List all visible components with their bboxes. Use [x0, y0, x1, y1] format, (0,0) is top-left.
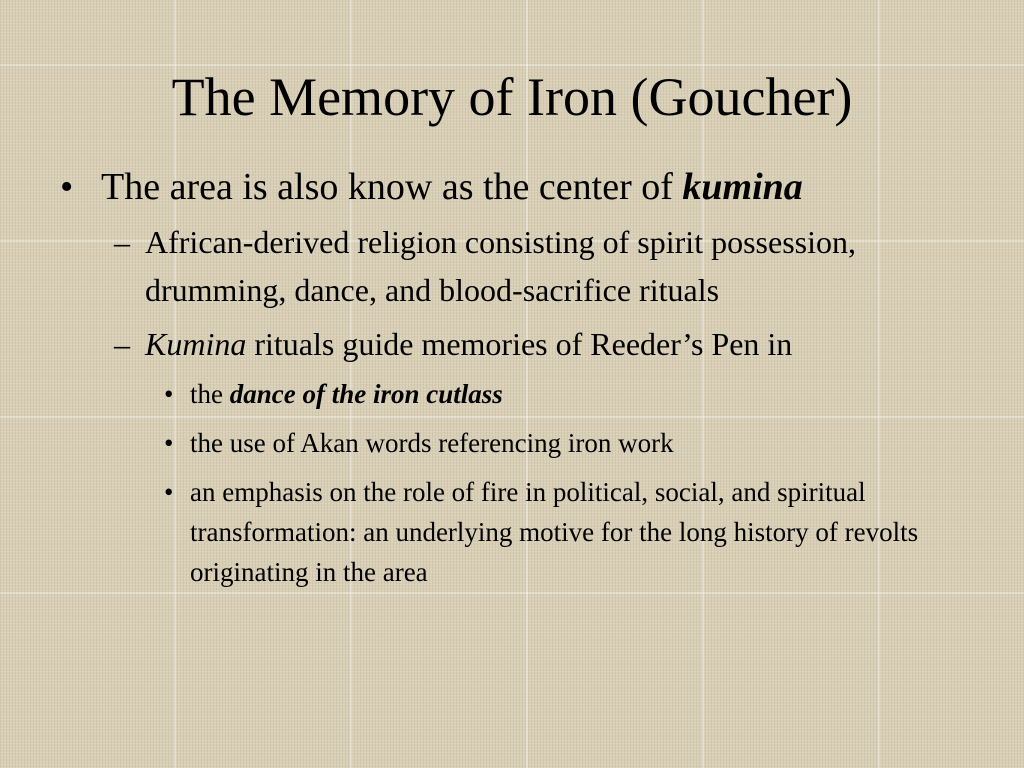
sub-sub-bullet-text: an emphasis on the role of fire in political, social, and spiritual transformation: an underlying motive for the long history of revolts originating in the area: [190, 477, 919, 587]
dash-marker: –: [114, 326, 130, 362]
sub-bullet-italic-lead: Kumina: [145, 326, 247, 362]
dash-marker: –: [114, 224, 130, 260]
sub-bullet-text: rituals guide memories of Reeder’s Pen in: [246, 326, 793, 362]
sub-bullet-rituals: [0, 320, 1024, 368]
sub-sub-bullet-text: the: [190, 379, 230, 409]
slide-title: The Memory of Iron (Goucher): [171, 67, 853, 127]
bullet-marker: •: [164, 428, 174, 458]
sub-sub-bullet-emphasis: dance of the iron cutlass: [229, 379, 503, 409]
bullet-emphasis: kumina: [682, 166, 803, 208]
bullet-marker: •: [164, 477, 174, 507]
bullet-marker: •: [164, 379, 174, 409]
bullet-marker: •: [60, 166, 74, 208]
slide-content: [0, 162, 1024, 601]
sub-bullet-text: African-derived religion consisting of spirit possession, drumming, dance, and blood-sacrifice rituals: [145, 224, 856, 308]
sub-sub-bullet-text: the use of Akan words referencing iron work: [190, 428, 674, 458]
sub-sub-bullet-fire: [0, 472, 1024, 592]
sub-bullet-religion: [0, 218, 1024, 314]
sub-sub-bullet-akan: [0, 423, 1024, 463]
bullet-text: The area is also know as the center of: [101, 166, 683, 208]
sub-sub-bullet-cutlass: [0, 374, 1024, 414]
bullet-kumina-center: [0, 162, 1024, 212]
